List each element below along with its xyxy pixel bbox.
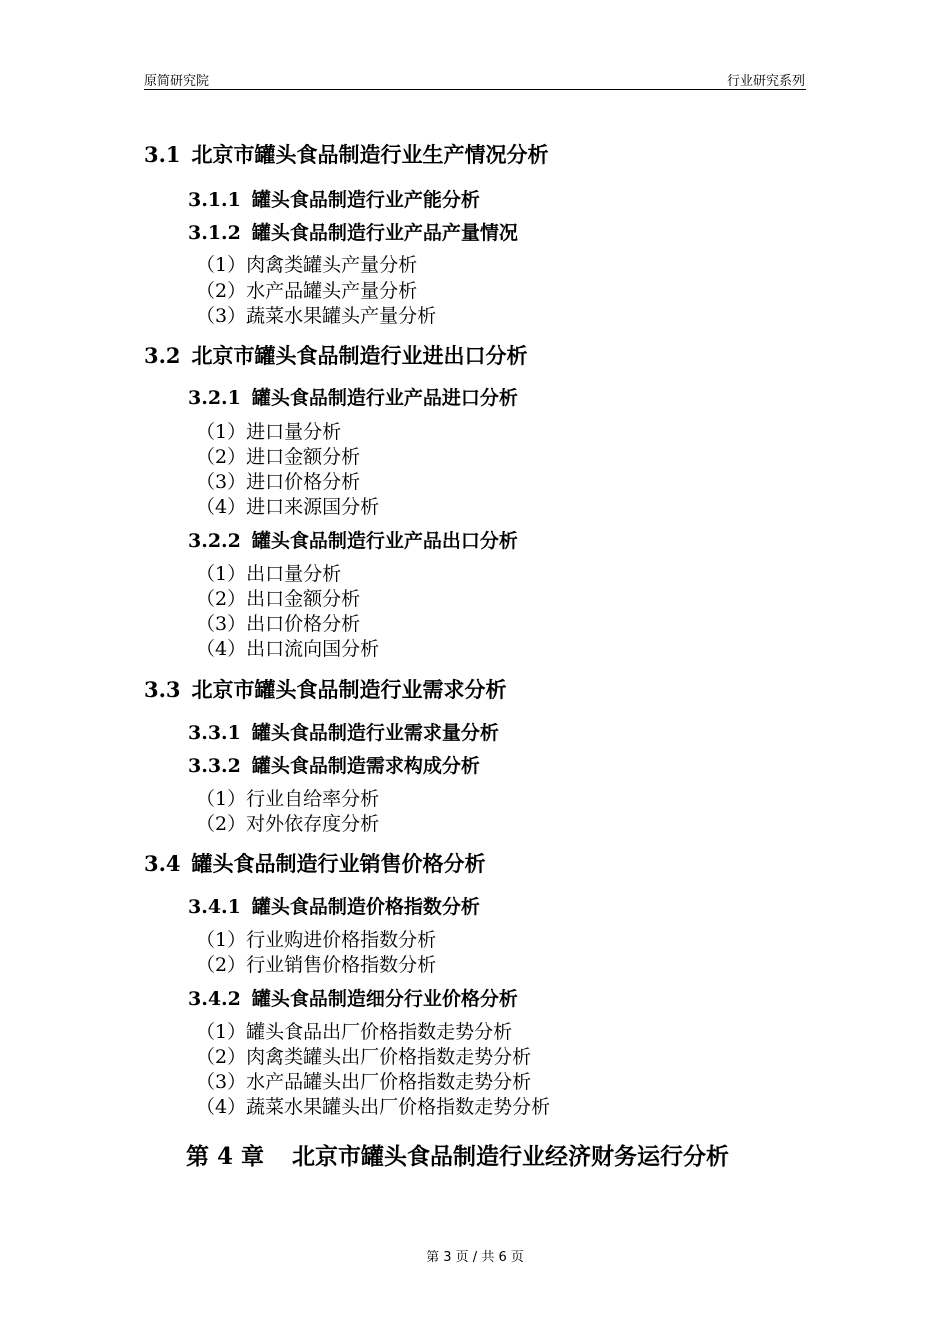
toc-item: [196, 467, 360, 494]
toc-item-title: （4）进口来源国分析: [196, 496, 380, 518]
toc-item: [144, 139, 549, 169]
toc-item: [196, 1017, 512, 1044]
toc-item: [188, 526, 518, 553]
toc-item-number: 3.3: [144, 677, 181, 702]
toc-item-title: （1）出口量分析: [196, 563, 342, 585]
toc-item: [196, 442, 360, 469]
toc-item-number: 3.4.1: [188, 896, 241, 918]
toc-item-title: （3）水产品罐头出厂价格指数走势分析: [196, 1071, 532, 1093]
toc-item-title: 罐头食品制造行业产品产量情况: [251, 222, 518, 244]
toc-item: [196, 584, 360, 611]
toc-item-title: （1）行业自给率分析: [196, 788, 380, 810]
toc-item: [196, 276, 417, 303]
toc-item-title: 罐头食品制造行业销售价格分析: [191, 851, 486, 876]
toc-item-number: 3.1.1: [188, 189, 241, 211]
toc-item-title: （3）出口价格分析: [196, 613, 361, 635]
toc-item: [196, 609, 360, 636]
toc-item-number: 3.4.2: [188, 988, 241, 1010]
toc-item: [196, 1067, 531, 1094]
header-right-text: 行业研究系列: [726, 74, 805, 89]
toc-item-title: （4）出口流向国分析: [196, 638, 380, 660]
toc-item: [188, 984, 518, 1011]
toc-item-title: 罐头食品制造行业产能分析: [251, 189, 480, 211]
toc-item-title: （2）行业销售价格指数分析: [196, 954, 437, 976]
toc-item: [144, 674, 507, 704]
toc-item: [196, 925, 436, 952]
toc-item-title: （3）进口价格分析: [196, 471, 361, 493]
toc-item-title: 罐头食品制造行业产品出口分析: [251, 530, 518, 552]
toc-item-title: （2）水产品罐头产量分析: [196, 280, 418, 302]
toc-item-number: 3.3.2: [188, 755, 241, 777]
page-footer: 第 3 页 / 共 6 页: [426, 1250, 524, 1265]
toc-item: [188, 718, 499, 745]
toc-item-title: （2）进口金额分析: [196, 446, 361, 468]
toc-item-title: （1）罐头食品出厂价格指数走势分析: [196, 1021, 513, 1043]
toc-item-number: 3.1: [144, 142, 181, 167]
toc-item-title: （1）行业购进价格指数分析: [196, 929, 437, 951]
toc-item: [196, 559, 341, 586]
toc-item: [196, 1042, 531, 1069]
toc-item: [196, 250, 417, 277]
toc-item-title: （2）出口金额分析: [196, 588, 361, 610]
toc-item-title: （2）肉禽类罐头出厂价格指数走势分析: [196, 1046, 532, 1068]
toc-item-title: （3）蔬菜水果罐头产量分析: [196, 305, 437, 327]
toc-item-title: 罐头食品制造行业产品进口分析: [251, 387, 518, 409]
toc-item-title: 北京市罐头食品制造行业需求分析: [191, 677, 507, 702]
toc-item-title: （1）进口量分析: [196, 421, 342, 443]
toc-item: [196, 784, 379, 811]
toc-item-number: 3.2.2: [188, 530, 241, 552]
toc-item-title: 罐头食品制造需求构成分析: [251, 755, 480, 777]
toc-item: [196, 1092, 550, 1119]
toc-item-title: 北京市罐头食品制造行业进出口分析: [191, 343, 528, 368]
header-left-text: 原简研究院: [144, 74, 210, 89]
toc-item-title: 北京市罐头食品制造行业经济财务运行分析: [292, 1143, 730, 1170]
toc-item: [144, 340, 528, 370]
toc-item-number: 3.2.1: [188, 387, 241, 409]
toc-item: [144, 848, 486, 878]
toc-item: [196, 301, 436, 328]
toc-item: [188, 185, 480, 212]
header-rule: [144, 89, 806, 90]
toc-item: [196, 492, 379, 519]
toc-item: [196, 950, 436, 977]
toc-item: [188, 383, 518, 410]
toc-item: [186, 1138, 729, 1171]
toc-item-number: 3.1.2: [188, 222, 241, 244]
toc-item: [188, 751, 480, 778]
toc-item-title: 罐头食品制造价格指数分析: [251, 896, 480, 918]
toc-item-number: 第 4 章: [186, 1143, 265, 1170]
toc-item-title: （1）肉禽类罐头产量分析: [196, 254, 418, 276]
toc-item: [188, 892, 480, 919]
toc-item-number: 3.2: [144, 343, 181, 368]
toc-item-title: 北京市罐头食品制造行业生产情况分析: [191, 142, 549, 167]
toc-item-title: 罐头食品制造细分行业价格分析: [251, 988, 518, 1010]
toc-item-title: （4）蔬菜水果罐头出厂价格指数走势分析: [196, 1096, 551, 1118]
toc-item: [196, 809, 379, 836]
toc-item-title: （2）对外依存度分析: [196, 813, 380, 835]
toc-item: [188, 218, 518, 245]
toc-item-title: 罐头食品制造行业需求量分析: [251, 722, 499, 744]
toc-item-number: 3.4: [144, 851, 181, 876]
toc-item: [196, 417, 341, 444]
toc-item-number: 3.3.1: [188, 722, 241, 744]
toc-item: [196, 634, 379, 661]
